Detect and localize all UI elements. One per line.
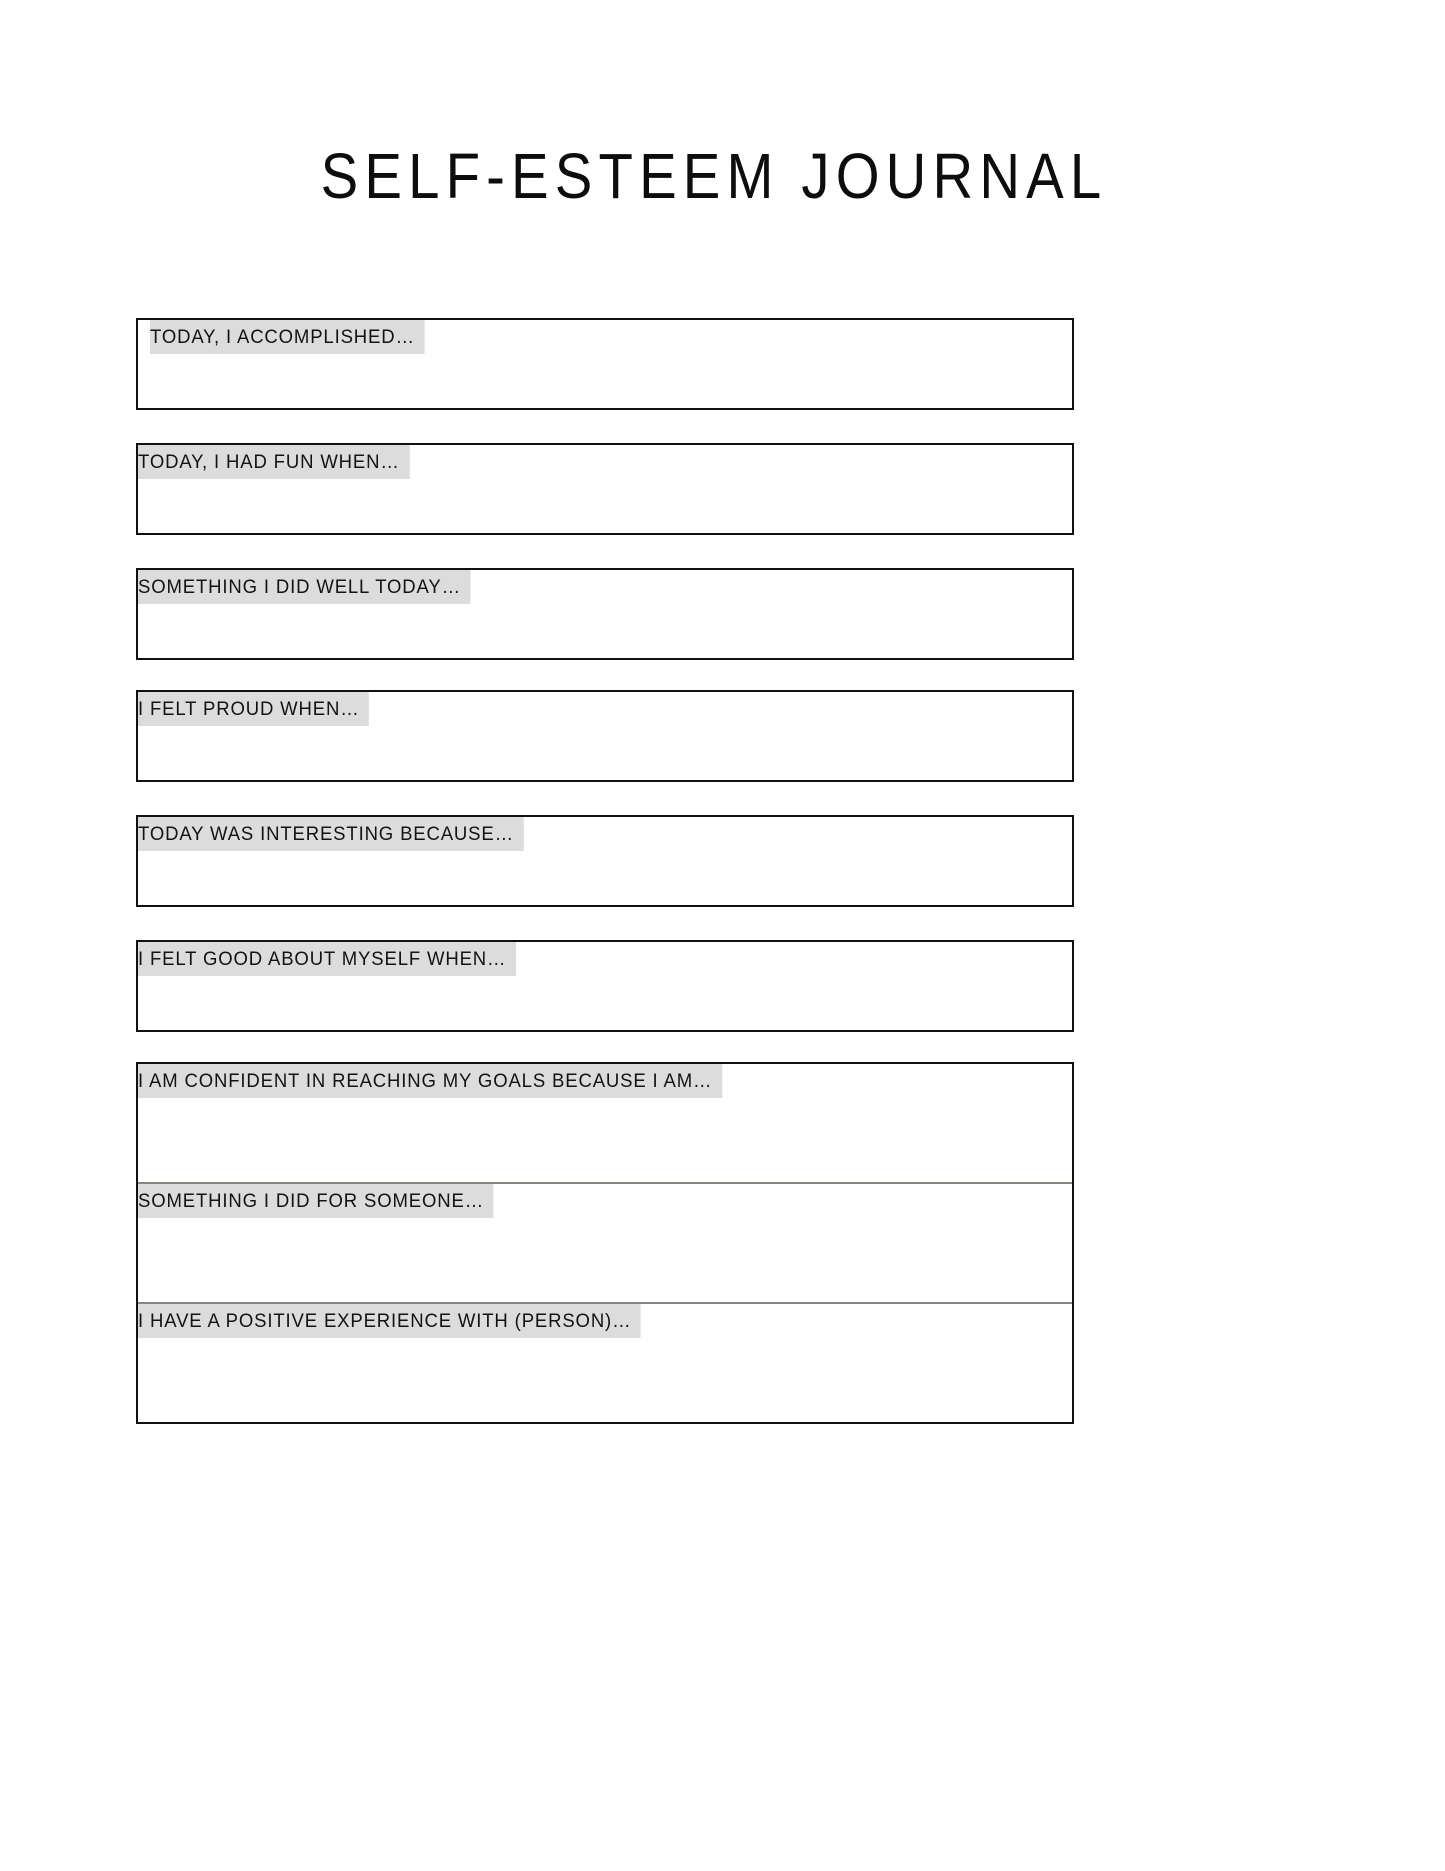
writing-area-did-well[interactable] xyxy=(138,604,1072,658)
prompt-label-row xyxy=(138,1184,1072,1218)
prompt-box-felt-proud[interactable] xyxy=(136,690,1074,782)
prompt-label-row xyxy=(138,942,1072,976)
prompt-box-did-well[interactable] xyxy=(136,568,1074,660)
prompt-label-row xyxy=(138,445,1072,479)
spacer xyxy=(136,410,1074,443)
prompt-box-positive-experience[interactable] xyxy=(138,1302,1072,1422)
writing-area-confident-goals[interactable] xyxy=(138,1098,1072,1182)
prompt-box-had-fun[interactable] xyxy=(136,443,1074,535)
spacer xyxy=(136,660,1074,690)
prompt-box-interesting[interactable] xyxy=(136,815,1074,907)
writing-area-felt-good[interactable] xyxy=(138,976,1072,1030)
writing-area-had-fun[interactable] xyxy=(138,479,1072,533)
prompt-label-interesting: TODAY WAS INTERESTING BECAUSE… xyxy=(138,817,523,851)
spacer xyxy=(136,535,1074,568)
prompt-label-had-fun: TODAY, I HAD FUN WHEN… xyxy=(138,445,409,479)
prompt-label-row xyxy=(138,1304,1072,1338)
prompt-label-row xyxy=(138,692,1072,726)
writing-area-did-for-someone[interactable] xyxy=(138,1218,1072,1302)
prompt-label-row xyxy=(138,1064,1072,1098)
writing-area-accomplished[interactable] xyxy=(138,354,1072,408)
prompt-box-confident-goals[interactable] xyxy=(138,1064,1072,1182)
prompt-group-box xyxy=(136,1062,1074,1424)
prompt-label-positive-experience: I HAVE A POSITIVE EXPERIENCE WITH (PERSON)… xyxy=(138,1304,641,1338)
prompt-box-accomplished[interactable] xyxy=(136,318,1074,410)
spacer xyxy=(136,782,1074,815)
prompt-label-row xyxy=(138,817,1072,851)
prompt-label-row xyxy=(138,570,1072,604)
prompt-label-row xyxy=(138,320,1072,354)
writing-area-positive-experience[interactable] xyxy=(138,1338,1072,1422)
prompt-sections xyxy=(136,318,1074,1424)
prompt-label-did-for-someone: SOMETHING I DID FOR SOMEONE… xyxy=(138,1184,494,1218)
prompt-label-felt-proud: I FELT PROUD WHEN… xyxy=(138,692,369,726)
page-title: SELF-ESTEEM JOURNAL xyxy=(321,139,1108,212)
spacer xyxy=(136,1032,1074,1062)
prompt-label-did-well: SOMETHING I DID WELL TODAY… xyxy=(138,570,470,604)
prompt-label-confident-goals: I AM CONFIDENT IN REACHING MY GOALS BECAUSE I AM… xyxy=(138,1064,722,1098)
prompt-box-felt-good[interactable] xyxy=(136,940,1074,1032)
spacer xyxy=(136,907,1074,940)
prompt-label-accomplished: TODAY, I ACCOMPLISHED… xyxy=(150,320,424,354)
prompt-box-did-for-someone[interactable] xyxy=(138,1182,1072,1302)
prompt-label-felt-good: I FELT GOOD ABOUT MYSELF WHEN… xyxy=(138,942,516,976)
writing-area-felt-proud[interactable] xyxy=(138,726,1072,780)
page-title-container xyxy=(0,96,1445,256)
writing-area-interesting[interactable] xyxy=(138,851,1072,905)
